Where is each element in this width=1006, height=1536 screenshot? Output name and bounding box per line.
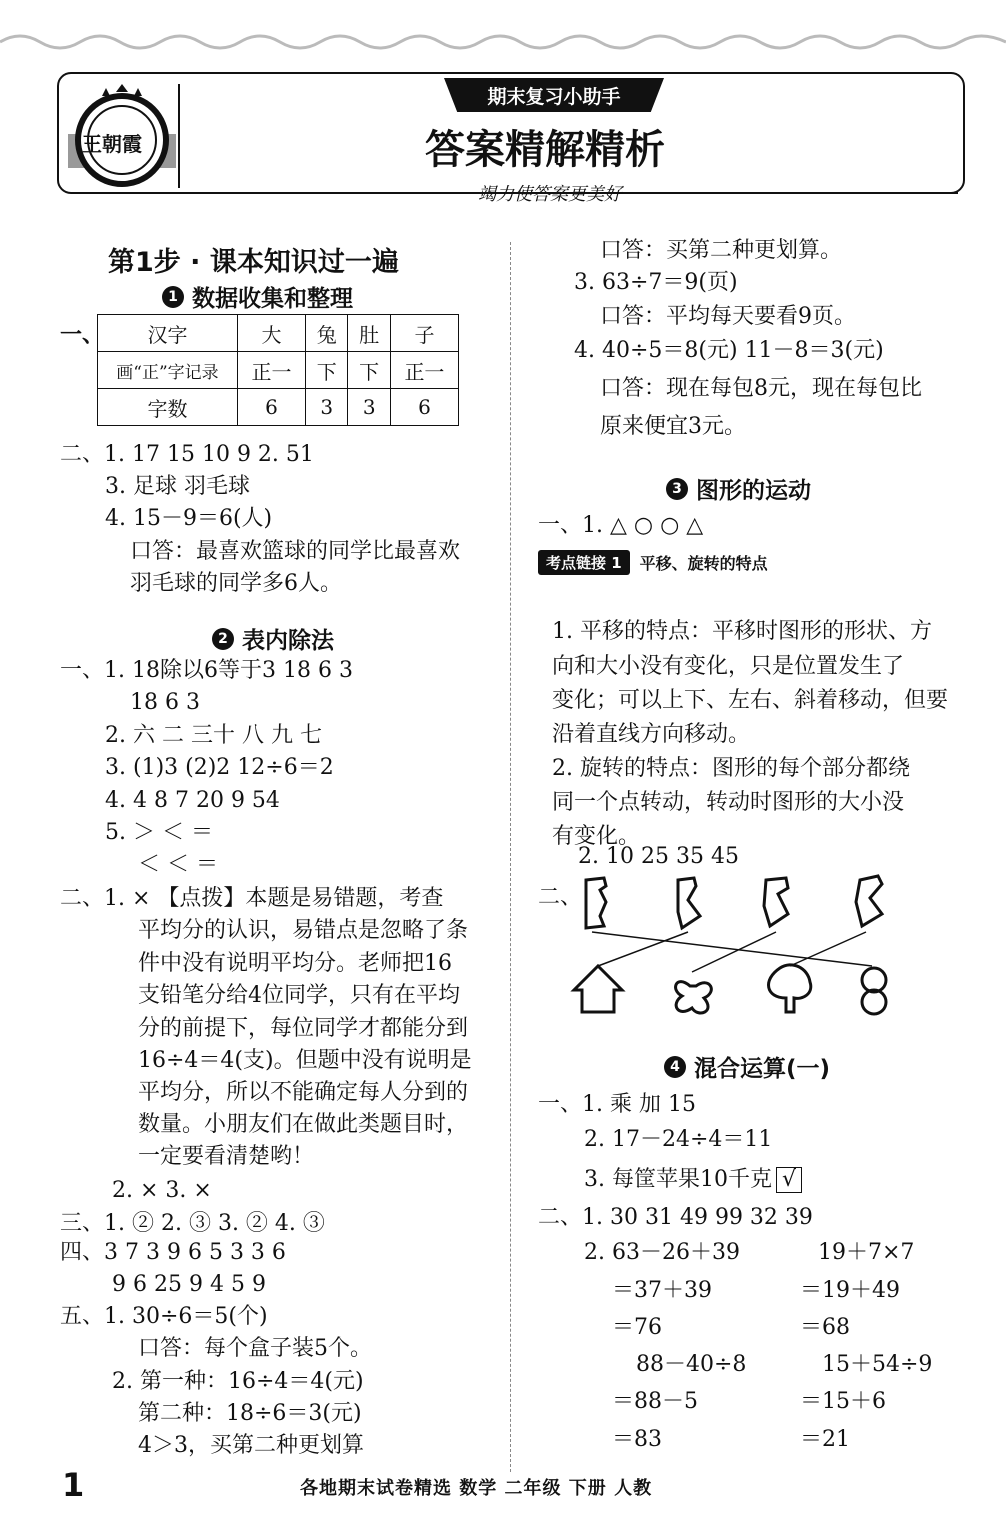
step-heading: 第1步 · 课本知识过一遍 [108, 247, 399, 278]
section-number-2: 2 [212, 628, 234, 650]
answer-line: 件中没有说明平均分。老师把16 [138, 951, 452, 976]
logo-text: 王朝霞 [82, 132, 142, 156]
answer-line: 数量。小朋友们在做此类题目时， [138, 1112, 469, 1137]
answer-line: 2. 旋转的特点：图形的每个部分都绕 [552, 756, 910, 781]
section-heading-3 [666, 472, 811, 505]
answer-line: 二、1. 17 15 10 9 2. 51 [60, 442, 314, 467]
answer-line-with-check [584, 1165, 802, 1195]
answer-line: 支铅笔分给4位同学，只有在平均 [138, 983, 460, 1008]
answer-line: 4. 15－9＝6(人) [105, 506, 273, 531]
answer-line: 有变化。 [552, 824, 641, 849]
answer-line: 9 6 25 9 4 5 9 [112, 1272, 266, 1297]
answer-line: 一定要看清楚哟！ [138, 1144, 315, 1169]
answer-line: 口答：最喜欢篮球的同学比最喜欢 [130, 539, 461, 564]
calc-line: ＝76 [612, 1315, 662, 1340]
calc-line: 19＋7×7 [818, 1240, 915, 1265]
table-cell: 3 [306, 389, 348, 426]
slogan: 竭力使答案更美好 [478, 184, 622, 205]
table-cell: 兔 [306, 315, 348, 352]
table-cell: 正一 [238, 352, 306, 389]
answer-line: 2. 第一种：16÷4＝4(元) [112, 1369, 364, 1394]
answer-text: 3. 每筐苹果10千克 [584, 1167, 772, 1192]
answer-line: 2. 17－24÷4＝11 [584, 1127, 773, 1152]
table-cell: 下 [348, 352, 390, 389]
table-cell: 肚 [348, 315, 390, 352]
calc-line: ＝68 [800, 1315, 850, 1340]
answer-line: 一、1. 18除以6等于3 18 6 3 [60, 658, 353, 683]
answer-line: 二、 [538, 885, 583, 910]
table-cell: 子 [390, 315, 458, 352]
calc-line: ＝21 [800, 1427, 850, 1452]
answer-line: 2. × 3. × [112, 1178, 212, 1203]
table-row [98, 315, 459, 352]
table-cell: 6 [390, 389, 458, 426]
answer-line: 平均分的认识，易错点是忽略了条 [138, 918, 469, 943]
answer-line: 2. 六 二 三十 八 九 七 [105, 723, 322, 748]
calc-line: 15＋54÷9 [822, 1352, 933, 1377]
page-number: 1 [62, 1466, 85, 1504]
section-title-2: 表内除法 [242, 628, 334, 654]
answer-line: 二、1. × 【点拨】本题是易错题，考查 [60, 886, 444, 911]
table-cell: 字数 [98, 389, 238, 426]
calc-line: ＝88－5 [612, 1389, 698, 1414]
top-wave-decoration [0, 20, 1006, 60]
matching-figure [570, 872, 900, 1022]
answer-line: 口答：现在每包8元，现在每包比 [600, 376, 922, 401]
answer-line: 沿着直线方向移动。 [552, 722, 751, 747]
key-point-tag: 考点链接 1 [538, 550, 630, 575]
key-point-title: 平移、旋转的特点 [639, 554, 768, 573]
answer-line: 同一个点转动，转动时图形的大小没 [552, 790, 905, 815]
section-number-1: 1 [162, 286, 184, 308]
answer-line: 5. ＞ ＜ ＝ [105, 820, 213, 845]
section-title-1: 数据收集和整理 [192, 286, 353, 312]
section-number-3: 3 [666, 478, 688, 500]
column-divider [510, 242, 511, 1472]
answer-line: 二、1. 30 31 49 99 32 39 [538, 1205, 813, 1230]
calc-line: ＝83 [612, 1427, 662, 1452]
section-title-4: 混合运算(一) [694, 1056, 831, 1082]
answer-line: 1. 平移的特点：平移时图形的形状、方 [552, 619, 932, 644]
answer-line: 变化；可以上下、左右、斜着移动，但要 [552, 688, 949, 713]
answer-line: 口答：平均每天要看9页。 [600, 304, 856, 329]
tally-table [97, 314, 459, 426]
answer-line: 羽毛球的同学多6人。 [130, 571, 342, 596]
calc-line: ＝19＋49 [800, 1278, 900, 1303]
table-cell: 6 [238, 389, 306, 426]
answer-line: 16÷4＝4(支)。但题中没有说明是 [138, 1048, 472, 1073]
header-divider [178, 84, 180, 188]
answer-line: 三、1. ② 2. ③ 3. ② 4. ③ [60, 1211, 325, 1236]
answer-line: 2. 10 25 35 45 [578, 844, 739, 869]
answer-line: 3. (1)3 (2)2 12÷6＝2 [105, 755, 334, 780]
answer-line: 原来便宜3元。 [600, 414, 746, 439]
footer-text: 各地期末试卷精选 数学 二年级 下册 人教 [300, 1478, 653, 1499]
answer-line: 第二种：18÷6＝3(元) [138, 1401, 362, 1426]
q1-label: 一、 [60, 322, 105, 348]
answer-line: 五、1. 30÷6＝5(个) [60, 1304, 268, 1329]
calc-line: 2. 63－26＋39 [584, 1240, 740, 1265]
answer-line: 口答：每个盒子装5个。 [138, 1336, 372, 1361]
table-cell: 大 [238, 315, 306, 352]
answer-line: 口答：买第二种更划算。 [600, 238, 843, 263]
calc-line: 88－40÷8 [636, 1352, 747, 1377]
answer-line: 4. 4 8 7 20 9 54 [105, 788, 280, 813]
section-heading-2 [212, 622, 334, 655]
answer-line: 4＞3，买第二种更划算 [138, 1433, 364, 1458]
answer-line: 四、3 7 3 9 6 5 3 3 6 [60, 1240, 286, 1265]
answer-line: 4. 40÷5＝8(元) 11－8＝3(元) [574, 338, 884, 363]
answer-line: 一、1. 乘 加 15 [538, 1092, 696, 1117]
calc-line: ＝37＋39 [612, 1278, 712, 1303]
table-cell: 正一 [390, 352, 458, 389]
answer-line: 向和大小没有变化，只是位置发生了 [552, 654, 905, 679]
check-mark-box: √ [776, 1167, 802, 1193]
answer-line: 18 6 3 [130, 690, 200, 715]
table-cell: 3 [348, 389, 390, 426]
answer-line: 平均分，所以不能确定每人分到的 [138, 1080, 469, 1105]
table-cell: 画“正”字记录 [98, 352, 238, 389]
slogan-line-right [662, 192, 958, 194]
table-row [98, 352, 459, 389]
table-cell: 下 [306, 352, 348, 389]
ribbon-label: 期末复习小助手 [487, 86, 621, 108]
answer-line: ＜ ＜ ＝ [138, 852, 218, 877]
section-title-3: 图形的运动 [696, 478, 811, 504]
section-number-4: 4 [664, 1056, 686, 1078]
key-point-link [538, 550, 768, 575]
calc-line: ＝15＋6 [800, 1389, 886, 1414]
answer-line: 3. 63÷7＝9(页) [574, 270, 738, 295]
slogan-line-left [300, 192, 470, 194]
section-heading-4 [664, 1050, 830, 1083]
table-row [98, 389, 459, 426]
page-title: 答案精解精析 [425, 127, 665, 173]
answer-line: 3. 足球 羽毛球 [105, 474, 250, 499]
section-heading-1 [162, 280, 353, 313]
answer-line: 分的前提下，每位同学才都能分到 [138, 1016, 469, 1041]
answer-line: 一、1. △ ○ ○ △ [538, 513, 704, 538]
table-cell: 汉字 [98, 315, 238, 352]
